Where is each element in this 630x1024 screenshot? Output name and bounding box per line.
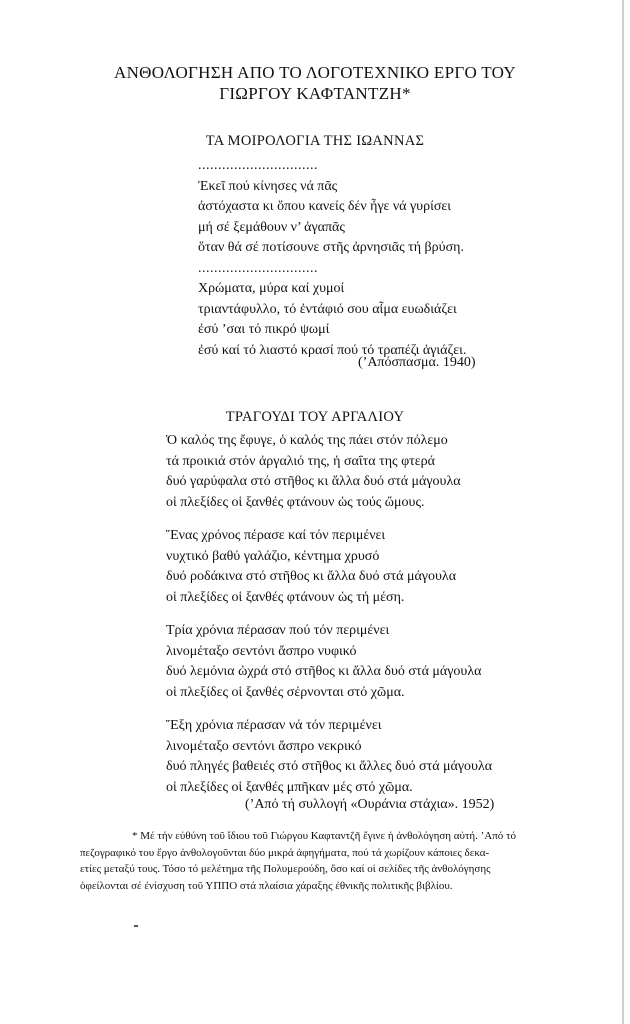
ellipsis-separator: ..............................	[198, 158, 318, 173]
poem-2-source: (’Από τή συλλογή «Ουράνια στάχια». 1952)	[245, 797, 495, 812]
page-edge-shadow	[622, 0, 624, 1024]
footnote-line: πεζογραφικό του ἔργο ἀνθολογοῦνται δύο μικρά ἀφηγήματα, πού τά χωρίζουν κάποιες δεκα-	[80, 846, 490, 859]
footnote-line: ετίες μεταξύ τους. Τόσο τό μελέτημα τῆς Πολυμερούδη, ὅσο καί οἱ σελίδες τῆς ἀνθολόγησης	[80, 863, 491, 875]
poem-line: Ἕνας χρόνος πέρασε καί τόν περιμένει	[166, 528, 386, 543]
stanza-gap	[166, 513, 492, 526]
poem-line: δυό γαρύφαλα στό στῆθος κι ἄλλα δυό στά μάγουλα	[166, 474, 461, 489]
poem-line: λινομέταξο σεντόνι ἄσπρο νεκρικό	[166, 738, 362, 754]
footnote-line: * Μέ τήν εὐθύνη τοῦ ἴδιου τοῦ Γιώργου Καφταντζῆ ἔγινε ἡ ἀνθολόγηση αὐτή. ’Από τό	[132, 830, 516, 842]
poem-1-title: ΤΑ ΜΟΙΡΟΛΟΓΙΑ ΤΗΣ ΙΩΑΝΝΑΣ	[205, 133, 425, 149]
stanza-gap	[166, 608, 492, 621]
poem-line: Ὁ καλός της ἔφυγε, ὁ καλός της πάει στόν πόλεμο	[166, 433, 448, 448]
poem-line: δυό λεμόνια ὠχρά στό στῆθος κι ἄλλα δυό στά μάγουλα	[166, 664, 482, 679]
poem-1-source: (’Απόσπασμα. 1940)	[358, 355, 476, 370]
poem-line: δυό πληγές βαθειές στό στῆθος κι ἄλλες δυό στά μάγουλα	[166, 759, 493, 774]
poem-line: οἱ πλεξίδες οἱ ξανθές σέρνονται στό χῶμα.	[166, 684, 405, 700]
poem-line: ὅταν θά σέ ποτίσουνε στῆς ἀρνησιᾶς τή βρύση.	[198, 240, 464, 255]
footnote	[80, 828, 598, 894]
poem-line: ἀστόχαστα κι ὅπου κανείς δέν ἦγε νά γυρίσει	[198, 199, 452, 214]
poem-line: τά προικιά στόν ἀργαλιό της, ἡ σαΐτα της φτερά	[166, 453, 435, 469]
poem-line: τριαντάφυλλο, τό ἐντάφιό σου αἷμα ευωδιάζει	[198, 301, 457, 317]
scan-speck	[134, 925, 138, 927]
poem-line: μή σέ ξεμάθουν ν’ ἀγαπᾶς	[198, 219, 345, 235]
poem-line: οἱ πλεξίδες οἱ ξανθές φτάνουν ὡς τούς ὤμους.	[166, 494, 425, 510]
ellipsis-separator: ..............................	[198, 260, 318, 276]
poem-line: Ἕξη χρόνια πέρασαν νά τόν περιμένει	[166, 718, 382, 733]
poem-line: ἐσύ ’σαι τό πικρό ψωμί	[198, 322, 330, 337]
poem-line: Τρία χρόνια πέρασαν πού τόν περιμένει	[166, 623, 390, 638]
poem-line: νυχτικό βαθύ γαλάζιο, κέντημα χρυσό	[166, 548, 380, 564]
poem-line: οἱ πλεξίδες οἱ ξανθές φτάνουν ὡς τή μέση.	[166, 589, 405, 605]
poem-line: Ἐκεῖ πού κίνησες νά πᾶς	[198, 178, 338, 194]
poem-1-body	[198, 156, 466, 361]
poem-line: Χρώματα, μύρα καί χυμοί	[198, 281, 345, 296]
poem-2-title: ΤΡΑΓΟΥΔΙ ΤΟΥ ΑΡΓΑΛΙΟΥ	[225, 409, 405, 425]
poem-line: λινομέταξο σεντόνι ἄσπρο νυφικό	[166, 643, 357, 659]
poem-line: ἐσύ καί τό λιαστό κρασί πού τό τραπέζι ἁγιάζει.	[198, 342, 467, 358]
poem-line: οἱ πλεξίδες οἱ ξανθές μπῆκαν μές στό χῶμα.	[166, 779, 413, 795]
header-line-1: ΑΝΘΟΛΟΓΗΣΗ ΑΠΟ ΤΟ ΛΟΓΟΤΕΧΝΙΚΟ ΕΡΓΟ ΤΟΥ	[114, 63, 516, 82]
anthology-header	[0, 62, 630, 104]
poem-line: δυό ροδάκινα στό στῆθος κι ἄλλα δυό στά μάγουλα	[166, 569, 457, 584]
poem-2-body	[166, 431, 492, 798]
header-line-2: ΓΙΩΡΓΟΥ ΚΑΦΤΑΝΤΖΗ*	[219, 84, 411, 103]
footnote-line: ὀφείλονται σέ ἐνίσχυση τοῦ ΥΠΠΟ στά πλαίσια χάραξης ἐθνικῆς πολιτικῆς βιβλίου.	[80, 879, 453, 892]
stanza-gap	[166, 703, 492, 716]
